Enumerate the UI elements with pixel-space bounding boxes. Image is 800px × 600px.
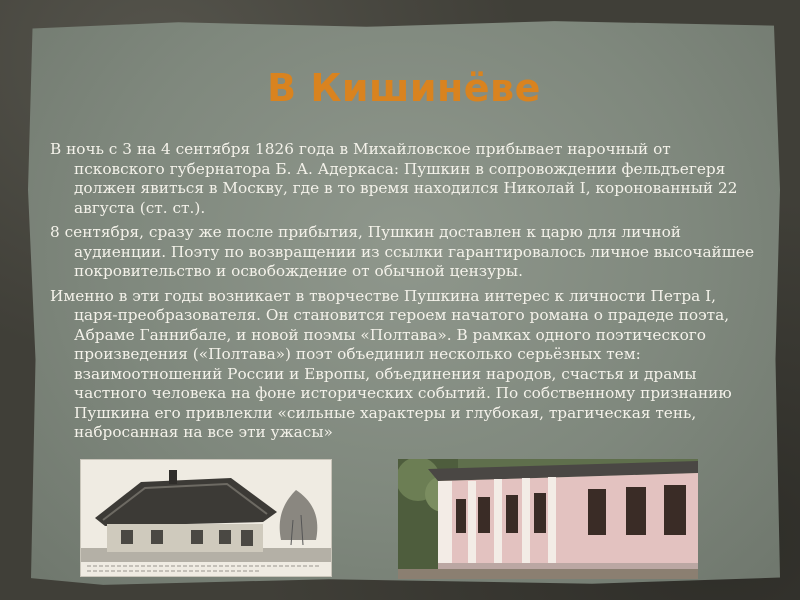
slide-title: В Кишинёве xyxy=(267,66,541,110)
slide-body xyxy=(50,140,756,448)
paragraph-2: 8 сентября, сразу же после прибытия, Пушкин доставлен к царю для личной аудиенции. Поэту по возвращении из ссылки гарантировалось личное высочайшее покровительство и освобождение от обычной цензуры. xyxy=(50,223,755,280)
paragraph-1: В ночь с 3 на 4 сентября 1826 года в Михайловское прибывает нарочный от псковского губернатора Б. А. Адеркаса: Пушкин в сопровождении фельдъегеря должен явиться в Москву, где в то время находился Николай I, коронованный 22 августа (ст. ст.). xyxy=(50,140,738,217)
sketch-house-photo xyxy=(80,459,332,577)
museum-house-drawing xyxy=(398,459,698,579)
sketch-house-drawing xyxy=(81,460,331,576)
museum-house-photo xyxy=(398,459,698,579)
paragraph-3: Именно в эти годы возникает в творчестве Пушкина интерес к личности Петра I, царя-преобразователя. Он становится героем начатого романа о прадеде поэта, Абраме Ганнибале, и новой поэмы «Полтава». В рамках одного поэтического произведения («Полтава») поэт объединил несколько серьёзных тем: взаимоотношений России и Европы, объединения народов, счастья и драмы частного человека на фоне исторических событий. По собственному признанию Пушкина его привлекли «сильные характеры и глубокая, трагическая тень, набросанная на все эти ужасы» xyxy=(50,286,732,441)
